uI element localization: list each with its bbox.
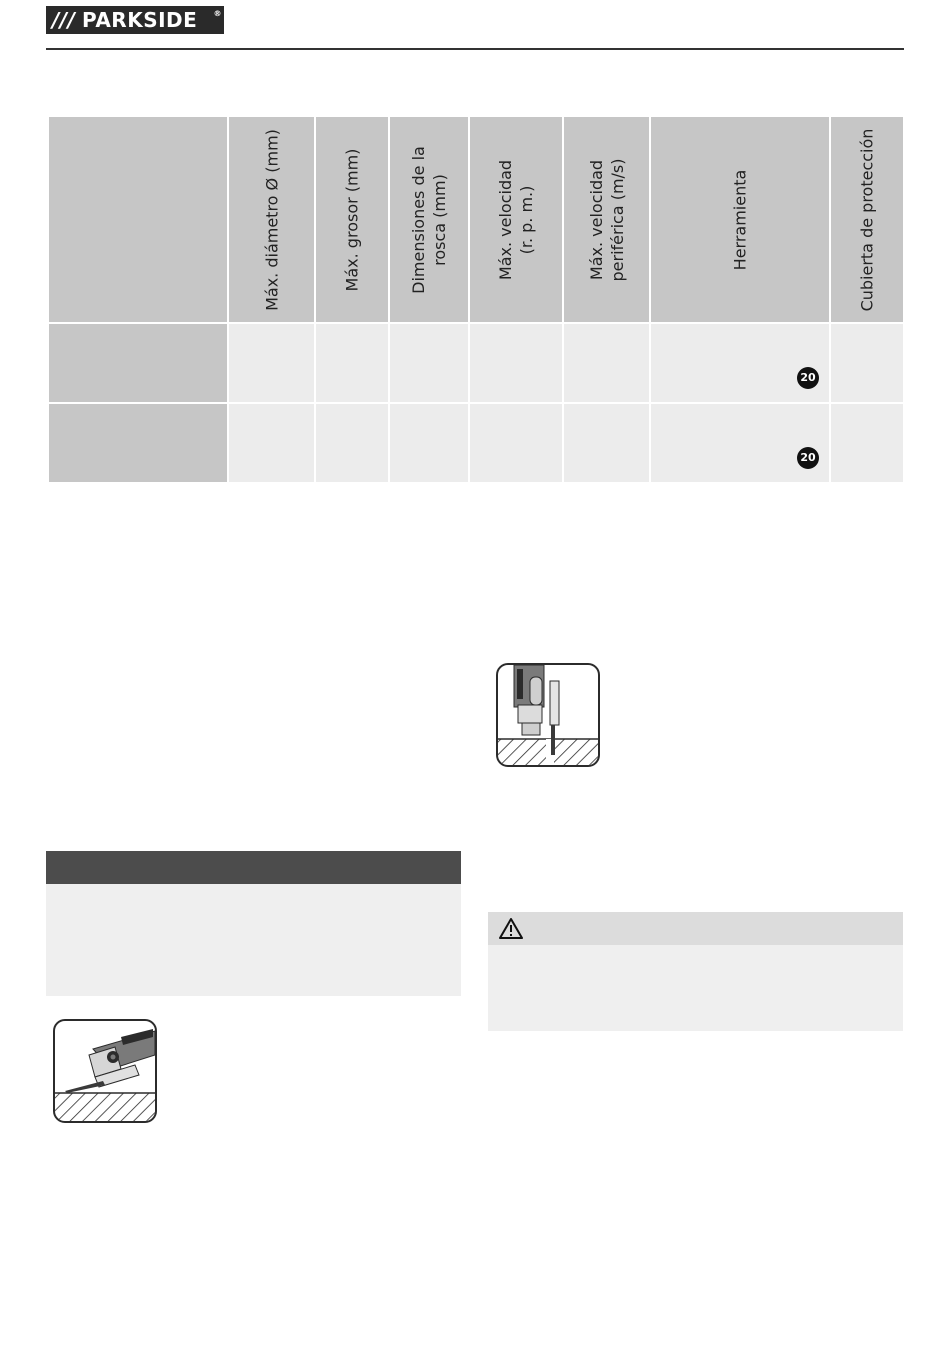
row-1-header xyxy=(49,324,227,402)
notice-body xyxy=(46,884,461,996)
table-cell xyxy=(390,324,468,402)
parkside-logo xyxy=(46,6,224,34)
col-header-velocidad xyxy=(470,117,562,322)
notice-header-bar xyxy=(46,851,461,884)
col-header-label: Máx. velocidad periférica (m/s) xyxy=(586,157,627,282)
col-header-label: Cubierta de protección xyxy=(857,128,877,311)
header-rule xyxy=(46,48,904,50)
warning-triangle-icon xyxy=(498,917,524,940)
col-header-label: Máx. velocidad (r. p. m.) xyxy=(496,159,536,280)
table-cell xyxy=(831,324,903,402)
table-cell xyxy=(470,404,562,482)
table-cell xyxy=(831,404,903,482)
col-header-label: Máx. diámetro Ø (mm) xyxy=(262,128,281,311)
table-cell-herramienta xyxy=(651,404,829,482)
table-cell xyxy=(564,404,649,482)
cutting-illustration xyxy=(496,663,600,767)
table-cell xyxy=(229,324,314,402)
table-cell-herramienta xyxy=(651,324,829,402)
table-corner-cell xyxy=(49,117,227,322)
table-cell xyxy=(316,404,388,482)
grinding-illustration-graphic xyxy=(55,1021,155,1121)
col-header-label: Máx. grosor (mm) xyxy=(342,148,362,291)
col-header-grosor xyxy=(316,117,388,322)
tool-number-badge: 20 xyxy=(797,367,819,389)
table-cell xyxy=(470,324,562,402)
cutting-illustration-graphic xyxy=(498,665,598,765)
table-cell xyxy=(229,404,314,482)
table-cell xyxy=(390,404,468,482)
table-cell xyxy=(564,324,649,402)
row-2-header xyxy=(49,404,227,482)
logo-bars: /// xyxy=(52,8,76,32)
col-header-cubierta xyxy=(831,117,903,322)
col-header-rosca xyxy=(390,117,468,322)
col-header-label: Dimensiones de la rosca (mm) xyxy=(409,145,449,294)
warning-header-bar xyxy=(488,912,903,945)
col-header-diametro xyxy=(229,117,314,322)
table-cell xyxy=(316,324,388,402)
col-header-label: Herramienta xyxy=(730,169,750,270)
col-header-herramienta xyxy=(651,117,829,322)
logo-reg: ® xyxy=(213,9,222,18)
col-header-periferica xyxy=(564,117,649,322)
warning-body xyxy=(488,945,903,1031)
logo-name: PARKSIDE xyxy=(82,8,198,32)
tool-number-badge: 20 xyxy=(797,447,819,469)
grinding-illustration xyxy=(53,1019,157,1123)
